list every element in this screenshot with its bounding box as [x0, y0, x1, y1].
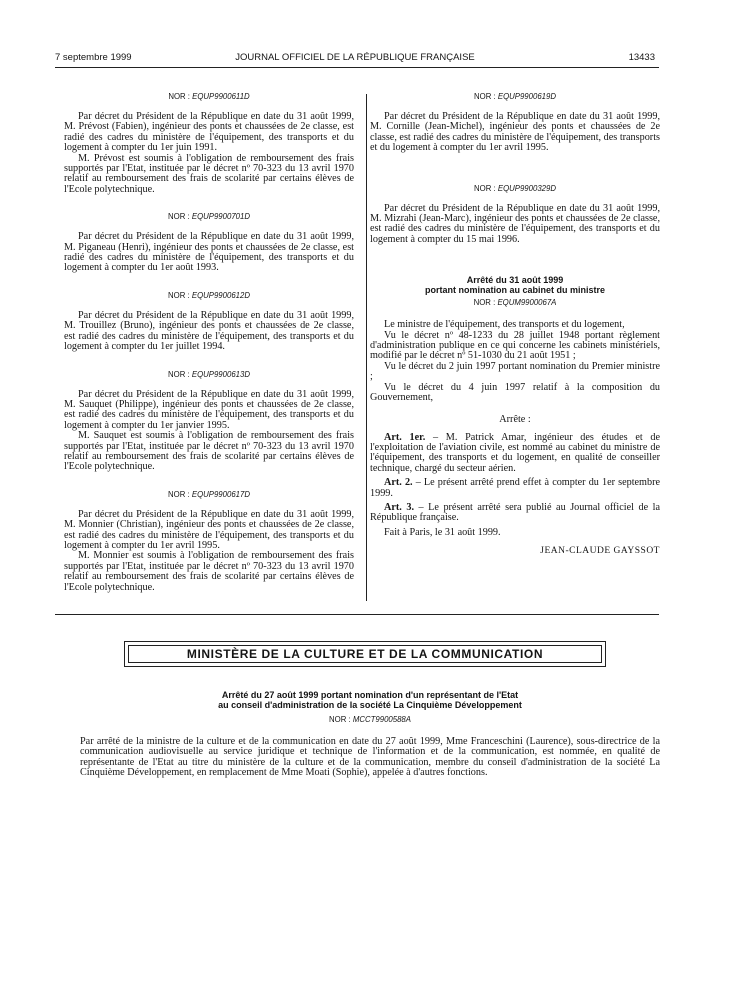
nor-code: EQUP9900613D	[191, 369, 250, 379]
decree-paragraph: Par décret du Président de la République en date du 31 août 1999, M. Piganeau (Henri), ingénieur des ponts et chaussées de 2e classe, est radié des cadres du ministère de l'équipement, des transports et du logement à compter du 1er août 1993.	[64, 231, 354, 274]
article-label: Art. 2.	[384, 477, 413, 489]
decree-block	[370, 92, 660, 154]
bottom-arrete-subtitle: au conseil d'administration de la société La Cinquième Développement	[218, 700, 522, 710]
left-column	[64, 92, 354, 610]
bottom-arrete-title: Arrêté du 27 août 1999 portant nomination d'un représentant de l'Etat	[221, 690, 519, 700]
decree-paragraph: Par décret du Président de la République en date du 31 août 1999, M. Monnier (Christian), ingénieur des ponts et chaussées de 2e classe, est radié des cadres du ministère de l'équipement, des transports et du logement à compter du 1er avril 1995.	[64, 508, 354, 551]
article-label: Art. 3.	[384, 501, 414, 513]
bottom-paragraph: Par arrêté de la ministre de la culture et de la communication en date du 27 août 1999, Mme Franceschini (Laurence), sous-directrice de la communication audiovisuelle au service juridique et technique de l'information et de la communication, est nommée, en qualité de représentante de l'Etat au titre du ministère de la culture et de la communication, membre du conseil d'administration de la société La Cinquième Développement, en remplacement de Mme Moati (Sophie), appelée à d'autres fonctions.	[80, 736, 660, 779]
preamble-line: Le ministre de l'équipement, des transports et du logement,	[384, 319, 625, 331]
nor-line: NOR : EQUP9900612D	[168, 290, 250, 300]
decree-paragraph: Par décret du Président de la République en date du 31 août 1999, M. Prévost (Fabien), ingénieur des ponts et chaussées de 2e classe, est radié des cadres du ministère de l'équipement, des transports et du logement à compter du 1er juin 1991.	[64, 111, 354, 154]
article-text: – Le présent arrêté sera publié au Journal officiel de la République française.	[370, 501, 660, 524]
decree-block	[64, 92, 354, 195]
decree-paragraph: Par décret du Président de la République en date du 31 août 1999, M. Mizrahi (Jean-Marc), ingénieur des ponts et chaussées de 2e classe, est radié des cadres du ministère de l'équipement, des transports et du logement à compter du 15 mai 1996.	[370, 202, 660, 245]
decree-paragraph: Par décret du Président de la République en date du 31 août 1999, M. Trouillez (Bruno), ingénieur des ponts et chaussées de 2e classe, est radié des cadres du ministère de l'équipement, des transports et du logement à compter du 1er juillet 1994.	[64, 309, 354, 353]
article-text: – M. Patrick Amar, ingénieur des études et de l'exploitation de l'aviation civile, est nommé au cabinet du ministre de l'équipement, des transports et du logement, en qualité de conseiller technique, chargé du secteur aérien.	[370, 431, 660, 474]
nor-line: NOR : EQUP9900617D	[168, 489, 250, 499]
nor-code: EQUP9900329D	[497, 183, 556, 193]
nor-code: EQUP9900612D	[191, 290, 250, 300]
header-page-number: 13433	[628, 52, 655, 63]
nor-line: NOR : EQUM9900067A	[473, 298, 557, 308]
nor-line: NOR : EQUP9900329D	[474, 183, 556, 193]
arrete-block	[370, 275, 660, 556]
column-divider	[366, 94, 367, 601]
decree-paragraph: Par décret du Président de la République en date du 31 août 1999, M. Cornille (Jean-Michel), ingénieur des ponts et chaussées de 2e classe, est radié des cadres du ministère de l'équipement, des transports et du logement à compter du 1er avril 1995.	[370, 111, 660, 154]
page-header	[55, 52, 655, 66]
nor-code: EQUP9900619D	[497, 92, 556, 101]
preamble-line: Vu le décret du 4 juin 1997 relatif à la composition du Gouvernement,	[370, 381, 660, 404]
decree-paragraph: M. Monnier est soumis à l'obligation de remboursement des frais supportés par l'Etat, instituée par le décret nº 70-323 du 13 avril 1970 relatif au remboursement des frais de scolarité par certains élèves de l'Ecole polytechnique.	[64, 550, 354, 593]
bottom-section	[80, 690, 660, 779]
header-rule	[55, 67, 659, 68]
nor-line: NOR : EQUP9900701D	[168, 212, 250, 222]
decree-block	[64, 212, 354, 274]
nor-line: NOR : MCCT9900588A	[329, 715, 411, 724]
arrete-subtitle: portant nomination au cabinet du ministre	[424, 285, 605, 296]
section-rule	[55, 614, 659, 615]
article-text: – Le présent arrêté prend effet à compter du 1er septembre 1999.	[370, 477, 660, 499]
signature: JEAN-CLAUDE GAYSSOT	[540, 546, 660, 557]
nor-code: EQUP9900617D	[191, 489, 250, 499]
nor-code: EQUP9900701D	[191, 212, 250, 222]
header-journal-title: JOURNAL OFFICIEL DE LA RÉPUBLIQUE FRANÇAISE	[235, 52, 475, 63]
decree-paragraph: M. Sauquet est soumis à l'obligation de remboursement des frais supportés par l'Etat, instituée par le décret nº 70-323 du 13 avril 1970 relatif au remboursement des frais de scolarité par certains élèves de l'Ecole polytechnique.	[64, 430, 354, 473]
article	[370, 503, 660, 524]
decree-block	[64, 291, 354, 353]
article	[370, 478, 660, 499]
preamble-line: Vu le décret du 2 juin 1997 portant nomination du Premier ministre ;	[370, 360, 660, 383]
decree-block	[64, 370, 354, 473]
nor-line: NOR : EQUP9900613D	[168, 369, 250, 379]
nor-code: EQUM9900067A	[497, 298, 557, 308]
preamble-line: Vu le décret nº 48-1233 du 28 juillet 1948 portant règlement d'administration publique en ce qui concerne les cabinets ministériels, modifié par le décret nº 51-1030 du 21 août 1951 ;	[370, 329, 660, 362]
nor-line: NOR : EQUP9900619D	[474, 92, 556, 101]
ministry-title: MINISTÈRE DE LA CULTURE ET DE LA COMMUNICATION	[128, 645, 602, 663]
article-label: Art. 1er.	[384, 431, 426, 443]
arrete-word: Arrête :	[499, 413, 531, 425]
decree-block	[370, 184, 660, 246]
nor-code: EQUP9900611D	[192, 92, 250, 101]
decree-paragraph: M. Prévost est soumis à l'obligation de remboursement des frais supportés par l'Etat, instituée par le décret nº 70-323 du 13 avril 1970 relatif au remboursement des frais de scolarité par certains élèves de l'Ecole polytechnique.	[64, 152, 354, 195]
nor-line: NOR : EQUP9900611D	[168, 92, 250, 101]
decree-block	[64, 490, 354, 593]
done-at: Fait à Paris, le 31 août 1999.	[384, 526, 501, 538]
decree-paragraph: Par décret du Président de la République en date du 31 août 1999, M. Sauquet (Philippe), ingénieur des ponts et chaussées de 2e classe, est radié des cadres du ministère de l'équipement, des transports et du logement à compter du 1er janvier 1995.	[64, 388, 354, 431]
arrete-title: Arrêté du 31 août 1999	[466, 275, 564, 286]
right-column	[370, 92, 660, 556]
article	[370, 433, 660, 475]
header-date: 7 septembre 1999	[55, 52, 132, 63]
ministry-banner	[124, 641, 606, 667]
nor-code: MCCT9900588A	[352, 715, 411, 724]
